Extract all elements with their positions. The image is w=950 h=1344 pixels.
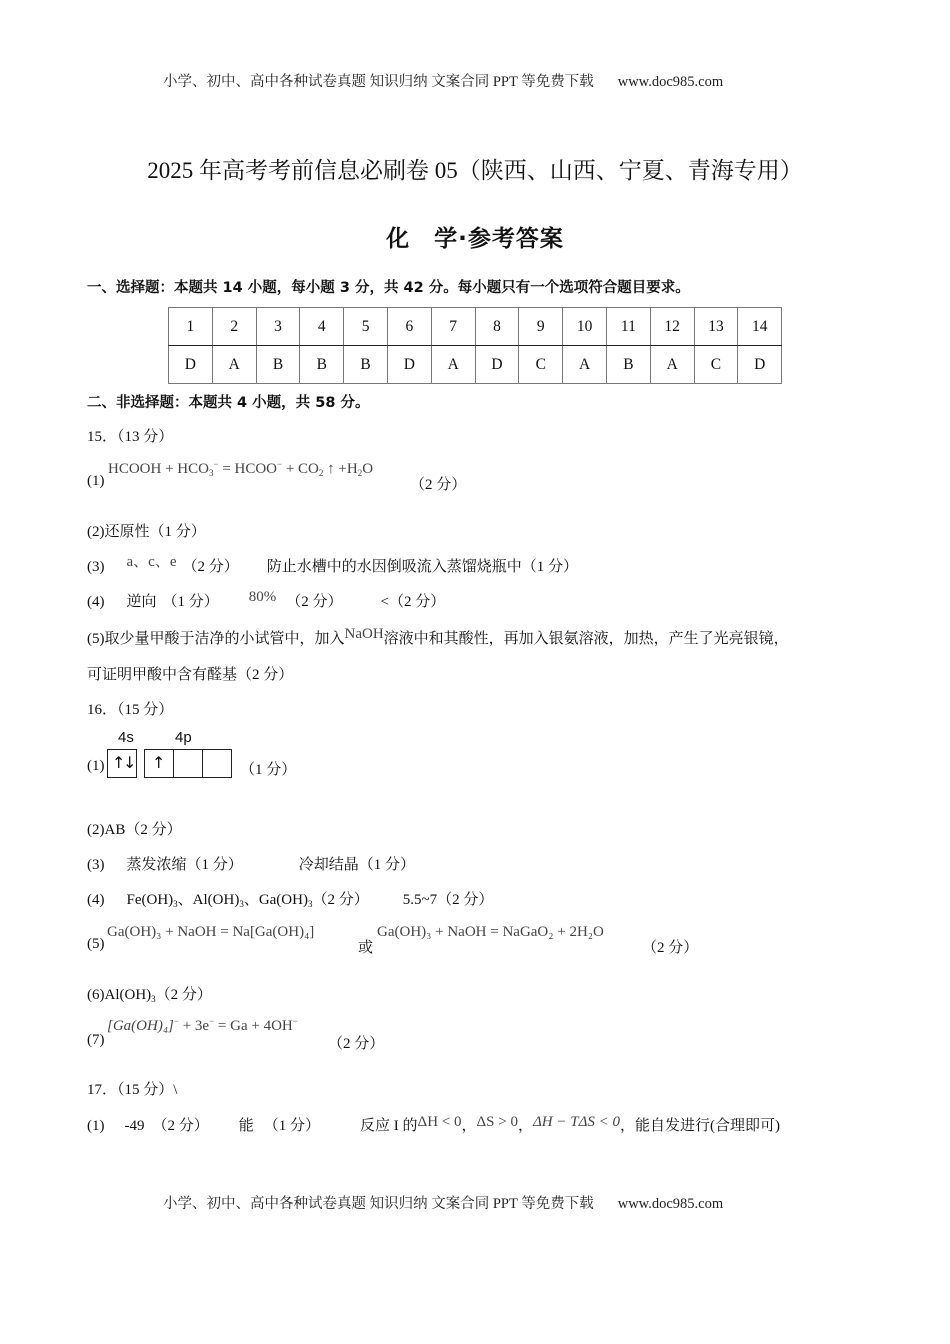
electron-up-arrow-icon: ↑ bbox=[152, 753, 166, 772]
q17-p1-answer1: -49 bbox=[124, 1118, 145, 1134]
q15-p4-answer2: 80% bbox=[248, 589, 277, 605]
table-cell-answer: C bbox=[519, 346, 563, 384]
q15-p4 bbox=[87, 590, 445, 611]
q16-p1-score: （1 分） bbox=[240, 762, 297, 778]
table-cell-question: 12 bbox=[650, 308, 694, 346]
table-cell-question: 5 bbox=[344, 308, 388, 346]
naoh-formula: NaOH bbox=[344, 626, 384, 642]
table-cell-answer: A bbox=[431, 346, 475, 384]
table-cell-answer: B bbox=[606, 346, 650, 384]
q15-p4-score2: （2 分） bbox=[286, 594, 343, 610]
q15-p3-text: 防止水槽中的水因倒吸流入蒸馏烧瓶中（1 分） bbox=[266, 559, 579, 575]
section2-heading: 二、非选择题：本题共 4 小题，共 58 分。 bbox=[87, 395, 370, 411]
orbital-label-4p: 4p bbox=[175, 729, 192, 746]
q16-p4: (4) $Fe(OH)_3$、$Al(OH)_3$、$Ga(OH)_3(2$ 分） 5.5~7（2 分） bbox=[87, 892, 494, 909]
q17-label: 17．（15 分）\ bbox=[87, 1082, 178, 1098]
table-cell-answer: A bbox=[650, 346, 694, 384]
q15-p1-equation: HCOOH + $HCO_3^-$ = HCOO− + $CO_2$ ↑ $+H_2O$ bbox=[108, 459, 374, 478]
orbital-cell-4p-2 bbox=[174, 750, 203, 777]
q15-p4-answer3: < bbox=[380, 594, 390, 610]
document-title: 2025 年高考考前信息必刷卷 05（陕西、山西、宁夏、青海专用） bbox=[147, 158, 803, 183]
table-cell-answer: A bbox=[212, 346, 256, 384]
q15-p4-score1: （1 分） bbox=[162, 594, 219, 610]
q15-p5-line1: (5)取少量甲酸于洁净的小试管中，加入NaOH溶液中和其酸性，再加入银氨溶液，加热，产生了光亮银镜， bbox=[87, 626, 789, 647]
q16-p5-equation2: Ga(OH)₃ + NaOH = NaGaO₂ + 2H₂O bbox=[377, 924, 604, 940]
q16-p7-score: （2 分） bbox=[328, 1036, 385, 1052]
q15-p4-num: (4) bbox=[87, 594, 105, 610]
q15-p5-line2: 可证明甲酸中含有醛基（2 分） bbox=[87, 667, 294, 683]
footer-banner bbox=[163, 1192, 723, 1213]
q16-p5-equation1: Ga(OH)₃ + NaOH = Na[Ga(OH)₄] bbox=[107, 924, 315, 940]
q16-p4-ph-range: 5.5~7（2 分） bbox=[402, 892, 494, 908]
q16-p1-num: (1) bbox=[87, 758, 105, 774]
table-cell-answer: D bbox=[738, 346, 782, 384]
orbital-box-4p bbox=[144, 749, 232, 778]
q15-label: 15．（13 分） bbox=[87, 429, 174, 445]
footer-banner-site[interactable]: www.doc985.com bbox=[617, 1196, 724, 1212]
table-cell-answer: C bbox=[694, 346, 738, 384]
q15-p2: (2)还原性（1 分） bbox=[87, 524, 206, 540]
electron-down-arrow-icon: ↓ bbox=[123, 753, 137, 772]
electron-up-arrow-icon: ↑ bbox=[112, 753, 126, 772]
table-cell-question: 9 bbox=[519, 308, 563, 346]
q16-p3: (3) 蒸发浓缩（1 分） 冷却结晶（1 分） bbox=[87, 857, 416, 873]
q15-p3-num: (3) bbox=[87, 559, 105, 575]
q16-p5-score: （2 分） bbox=[642, 940, 699, 956]
q16-p7-equation: [Ga(OH)₄]− + 3e− = Ga + 4OH− bbox=[107, 1016, 298, 1034]
orbital-box-4s bbox=[107, 749, 137, 778]
header-banner-site[interactable]: www.doc985.com bbox=[617, 74, 724, 90]
q16-label: 16．（15 分） bbox=[87, 702, 174, 718]
section1-heading: 一、选择题：本题共 14 小题，每小题 3 分，共 42 分。每小题只有一个选项符合题目要求。 bbox=[87, 280, 690, 296]
table-cell-question: 8 bbox=[475, 308, 519, 346]
table-cell-question: 13 bbox=[694, 308, 738, 346]
table-cell-answer: D bbox=[475, 346, 519, 384]
q15-p3-answer: a、c、e bbox=[126, 554, 177, 570]
q16-p2: (2)AB（2 分） bbox=[87, 822, 182, 838]
answer-table bbox=[168, 307, 782, 384]
table-cell-answer: B bbox=[256, 346, 300, 384]
q17-p1: (1) -49 （2 分） 能 （1 分） 反应 I 的ΔH < 0，ΔS > 0，ΔH − TΔS < 0，能自发进行(合理即可) bbox=[87, 1114, 781, 1134]
q16-p3-answer1: 蒸发浓缩（1 分） bbox=[126, 857, 243, 873]
q17-p1-answer2: 能 bbox=[238, 1118, 254, 1134]
header-banner bbox=[163, 70, 723, 91]
table-cell-question: 3 bbox=[256, 308, 300, 346]
table-cell-question: 6 bbox=[387, 308, 431, 346]
header-banner-text: 小学、初中、高中各种试卷真题 知识归纳 文案合同 PPT 等免费下载 bbox=[163, 74, 594, 90]
q16-p7-num: (7) bbox=[87, 1032, 105, 1048]
table-cell-question: 14 bbox=[738, 308, 782, 346]
table-cell-answer: B bbox=[300, 346, 344, 384]
q15-p3 bbox=[87, 555, 578, 576]
q16-p3-answer2: 冷却结晶（1 分） bbox=[298, 857, 416, 873]
q15-p4-score3: （2 分） bbox=[389, 594, 446, 610]
table-cell-question: 11 bbox=[606, 308, 650, 346]
answer-table-question-row bbox=[169, 308, 782, 346]
q15-p1-score: （2 分） bbox=[410, 477, 467, 493]
table-cell-question: 10 bbox=[563, 308, 607, 346]
table-cell-question: 2 bbox=[212, 308, 256, 346]
table-cell-answer: A bbox=[563, 346, 607, 384]
q16-p5-or: 或 bbox=[358, 940, 374, 956]
q15-p4-answer1: 逆向 bbox=[126, 594, 157, 610]
table-cell-question: 4 bbox=[300, 308, 344, 346]
q16-p6: $(6)Al(OH)_3(2$ 分） bbox=[87, 987, 212, 1004]
answer-table-answer-row bbox=[169, 346, 782, 384]
q15-p1-num: (1) bbox=[87, 473, 105, 489]
table-cell-question: 1 bbox=[169, 308, 213, 346]
q16-p5-num: (5) bbox=[87, 936, 105, 952]
table-cell-answer: D bbox=[387, 346, 431, 384]
orbital-label-4s: 4s bbox=[118, 729, 134, 746]
table-cell-answer: D bbox=[169, 346, 213, 384]
table-cell-question: 7 bbox=[431, 308, 475, 346]
footer-banner-text: 小学、初中、高中各种试卷真题 知识归纳 文案合同 PPT 等免费下载 bbox=[163, 1196, 594, 1212]
document-subtitle: 化 学·参考答案 bbox=[386, 226, 564, 252]
q15-p3-score: （2 分） bbox=[182, 559, 239, 575]
table-cell-answer: B bbox=[344, 346, 388, 384]
